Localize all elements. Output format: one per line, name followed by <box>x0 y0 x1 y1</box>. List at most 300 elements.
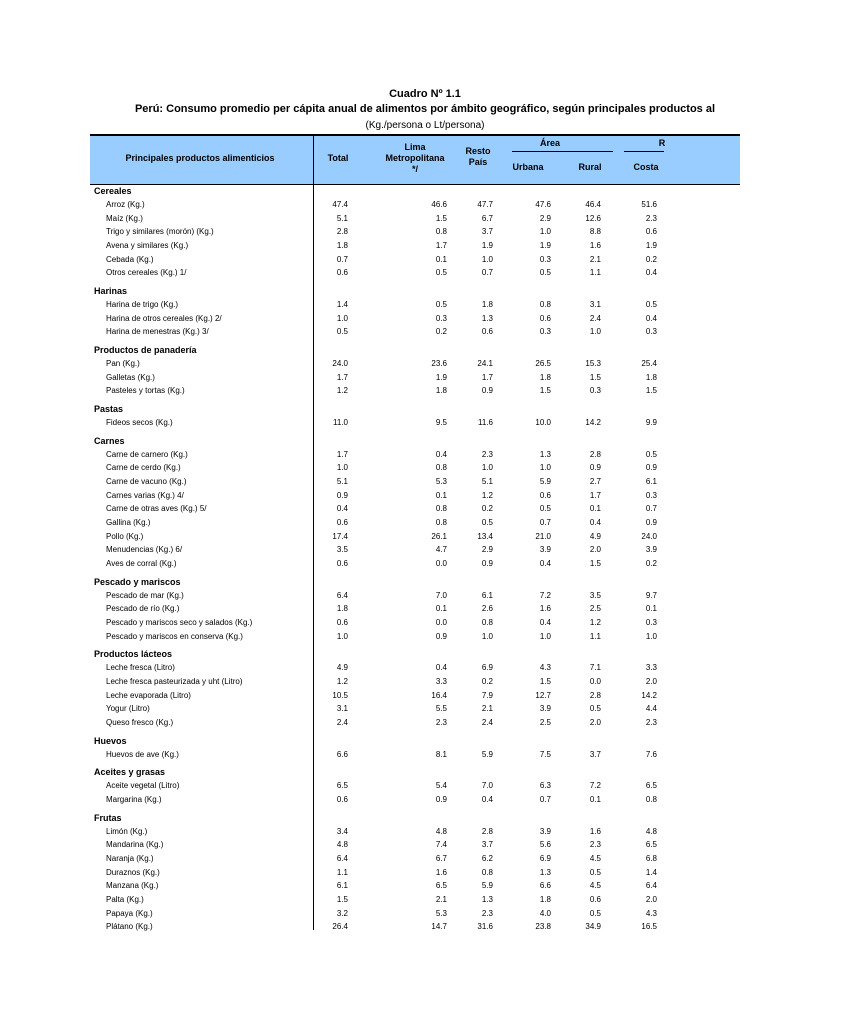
cell-urbana: 1.9 <box>539 241 551 250</box>
cell-lima: 1.6 <box>435 867 447 877</box>
row-label: Gallina (Kg.) <box>106 518 151 528</box>
cell-costa: 0.1 <box>645 604 657 614</box>
cell-lima: 1.5 <box>435 213 447 223</box>
cell-urbana: 0.5 <box>539 504 551 514</box>
cell-resto: 5.9 <box>481 881 493 891</box>
row-label: Aves de corral (Kg.) <box>106 559 177 569</box>
cell-resto: 2.8 <box>481 826 493 836</box>
cell-resto: 1.0 <box>481 254 493 264</box>
cell-lima: 46.6 <box>431 200 447 209</box>
cell-costa: 2.0 <box>645 677 657 687</box>
cell-rural: 1.0 <box>589 327 601 337</box>
header-urbana: Urbana <box>512 162 544 172</box>
cell-costa: 2.3 <box>645 213 657 223</box>
cell-lima: 5.4 <box>435 781 447 791</box>
cell-resto: 0.9 <box>481 386 493 396</box>
cell-rural: 0.4 <box>589 518 601 528</box>
row-label: Plátano (Kg.) <box>106 922 153 932</box>
cell-rural: 2.8 <box>589 690 601 700</box>
cell-costa: 0.9 <box>645 463 657 473</box>
cell-costa: 0.2 <box>645 559 657 569</box>
cell-total: 1.2 <box>336 677 348 687</box>
cell-costa: 9.9 <box>645 418 657 428</box>
row-label: Duraznos (Kg.) <box>106 867 160 877</box>
cell-urbana: 47.6 <box>535 200 551 209</box>
cell-costa: 0.8 <box>645 795 657 805</box>
cell-lima: 0.9 <box>435 631 447 641</box>
row-label: Yogur (Litro) <box>106 704 150 714</box>
cell-lima: 23.6 <box>431 359 447 369</box>
cell-urbana: 1.5 <box>539 386 551 396</box>
cell-resto: 1.8 <box>481 300 493 310</box>
cell-rural: 2.0 <box>589 718 601 728</box>
category-label: Productos lácteos <box>94 649 173 660</box>
cell-lima: 2.1 <box>435 895 447 905</box>
row-label: Aceite vegetal (Litro) <box>106 781 180 791</box>
cell-urbana: 0.3 <box>539 327 551 337</box>
cell-resto: 2.6 <box>481 604 493 614</box>
cell-costa: 1.5 <box>645 386 657 396</box>
cell-resto: 2.9 <box>481 545 493 555</box>
cell-resto: 1.0 <box>481 463 493 473</box>
cell-lima: 4.8 <box>435 826 447 836</box>
cell-total: 3.4 <box>336 826 348 836</box>
cell-urbana: 6.6 <box>539 881 551 891</box>
cell-total: 1.4 <box>336 300 348 310</box>
cell-costa: 4.8 <box>645 826 657 836</box>
header-region: R <box>658 138 666 148</box>
row-label: Palta (Kg.) <box>106 895 144 905</box>
cell-resto: 0.4 <box>481 795 493 805</box>
cell-rural: 8.8 <box>589 227 601 237</box>
cell-total: 17.4 <box>332 531 348 541</box>
cell-rural: 15.3 <box>585 359 601 369</box>
category-label: Aceites y grasas <box>94 767 166 778</box>
cell-urbana: 6.3 <box>539 781 551 791</box>
cell-rural: 3.7 <box>589 749 601 759</box>
cell-resto: 7.0 <box>481 781 493 791</box>
cell-urbana: 2.9 <box>539 213 551 223</box>
cell-urbana: 5.6 <box>539 840 551 850</box>
cell-costa: 1.0 <box>645 631 657 641</box>
area-underline <box>512 151 613 152</box>
table-subtitle: Perú: Consumo promedio per cápita anual de alimentos por ámbito geográfico, según principales productos al <box>134 103 716 115</box>
cell-rural: 34.9 <box>585 922 601 932</box>
cell-resto: 6.9 <box>481 663 493 673</box>
cell-costa: 0.4 <box>645 268 657 278</box>
cell-rural: 3.5 <box>589 590 601 600</box>
cell-resto: 1.2 <box>481 490 493 500</box>
table-unit: (Kg./persona o Lt/persona) <box>365 120 485 131</box>
row-label: Carnes varias (Kg.) 4/ <box>106 490 184 500</box>
cell-urbana: 0.7 <box>539 518 551 528</box>
cell-total: 10.5 <box>332 690 348 700</box>
cell-lima: 4.7 <box>435 545 447 555</box>
cell-urbana: 0.6 <box>539 490 551 500</box>
header-rural: Rural <box>578 162 602 172</box>
row-label: Avena y similares (Kg.) <box>106 241 189 250</box>
cell-total: 24.0 <box>332 359 348 369</box>
cell-lima: 7.4 <box>435 840 447 850</box>
cell-resto: 5.1 <box>481 477 493 487</box>
cell-urbana: 26.5 <box>535 359 551 369</box>
cell-total: 1.5 <box>336 895 348 905</box>
category-label: Frutas <box>94 812 122 823</box>
cell-rural: 3.1 <box>589 300 601 310</box>
cell-total: 1.7 <box>336 449 348 459</box>
cell-rural: 2.7 <box>589 477 601 487</box>
cell-lima: 5.3 <box>435 908 447 918</box>
cell-resto: 0.6 <box>481 327 493 337</box>
cell-resto: 31.6 <box>477 922 493 932</box>
row-label: Pan (Kg.) <box>106 359 140 369</box>
row-label: Carne de cerdo (Kg.) <box>106 463 181 473</box>
cell-urbana: 0.4 <box>539 618 551 628</box>
cell-lima: 26.1 <box>431 531 447 541</box>
cell-urbana: 1.0 <box>539 227 551 237</box>
cell-lima: 6.7 <box>435 854 447 864</box>
cell-total: 1.8 <box>336 241 348 250</box>
cell-urbana: 1.8 <box>539 372 551 382</box>
row-label: Manzana (Kg.) <box>106 881 159 891</box>
header-area: Área <box>539 138 560 148</box>
cell-resto: 1.3 <box>481 313 493 323</box>
cell-urbana: 0.3 <box>539 254 551 264</box>
cell-rural: 0.5 <box>589 704 601 714</box>
cell-costa: 0.6 <box>645 227 657 237</box>
cell-resto: 2.3 <box>481 908 493 918</box>
cell-total: 6.6 <box>336 749 348 759</box>
cell-rural: 7.1 <box>589 663 601 673</box>
row-label: Papaya (Kg.) <box>106 908 153 918</box>
cell-urbana: 10.0 <box>535 418 551 428</box>
cell-rural: 2.0 <box>589 545 601 555</box>
cell-costa: 6.5 <box>645 781 657 791</box>
category-label: Pescado y mariscos <box>94 576 181 587</box>
cell-costa: 3.9 <box>645 545 657 555</box>
cell-rural: 2.4 <box>589 313 601 323</box>
cell-lima: 0.4 <box>435 663 447 673</box>
cell-resto: 1.0 <box>481 631 493 641</box>
cell-rural: 7.2 <box>589 781 601 791</box>
cell-resto: 0.8 <box>481 867 493 877</box>
cell-total: 0.6 <box>336 268 348 278</box>
cell-costa: 1.4 <box>645 867 657 877</box>
cell-resto: 7.9 <box>481 690 493 700</box>
cell-resto: 6.2 <box>481 854 493 864</box>
cell-total: 0.5 <box>336 327 348 337</box>
cell-resto: 0.9 <box>481 559 493 569</box>
row-label: Pollo (Kg.) <box>106 531 144 541</box>
cell-costa: 0.5 <box>645 449 657 459</box>
cell-urbana: 1.3 <box>539 449 551 459</box>
cell-resto: 0.5 <box>481 518 493 528</box>
cell-costa: 16.5 <box>641 922 657 932</box>
row-label: Margarina (Kg.) <box>106 795 162 805</box>
cell-total: 6.5 <box>336 781 348 791</box>
cell-costa: 0.3 <box>645 490 657 500</box>
row-label: Pescado y mariscos seco y salados (Kg.) <box>106 618 253 628</box>
cell-urbana: 1.6 <box>539 604 551 614</box>
cell-lima: 0.0 <box>435 559 447 569</box>
cell-costa: 0.3 <box>645 327 657 337</box>
cell-costa: 1.8 <box>645 372 657 382</box>
cell-rural: 2.5 <box>589 604 601 614</box>
cell-costa: 6.1 <box>645 477 657 487</box>
cell-resto: 0.2 <box>481 504 493 514</box>
cell-lima: 0.5 <box>435 300 447 310</box>
row-label: Limón (Kg.) <box>106 826 148 836</box>
cell-rural: 14.2 <box>585 418 601 428</box>
cell-total: 0.9 <box>336 490 348 500</box>
cell-lima: 5.5 <box>435 704 447 714</box>
region-underline <box>624 151 664 152</box>
cell-costa: 14.2 <box>641 690 657 700</box>
cell-rural: 1.1 <box>589 631 601 641</box>
category-label: Productos de panadería <box>94 345 197 356</box>
cell-total: 4.9 <box>336 663 348 673</box>
cell-total: 26.4 <box>332 922 348 932</box>
row-label: Leche fresca (Litro) <box>106 663 175 673</box>
cell-urbana: 2.5 <box>539 718 551 728</box>
row-label: Leche evaporada (Litro) <box>106 690 191 700</box>
cell-lima: 1.7 <box>435 241 447 250</box>
cell-urbana: 3.9 <box>539 826 551 836</box>
cell-lima: 16.4 <box>431 690 447 700</box>
cell-lima: 0.9 <box>435 795 447 805</box>
cell-rural: 0.5 <box>589 867 601 877</box>
cell-costa: 24.0 <box>641 531 657 541</box>
cell-total: 1.7 <box>336 372 348 382</box>
row-label: Naranja (Kg.) <box>106 854 154 864</box>
cell-resto: 1.7 <box>481 372 493 382</box>
row-label: Carne de vacuno (Kg.) <box>106 477 187 487</box>
cell-total: 5.1 <box>336 477 348 487</box>
cell-costa: 0.3 <box>645 618 657 628</box>
cell-urbana: 1.0 <box>539 631 551 641</box>
cell-resto: 3.7 <box>481 227 493 237</box>
cell-urbana: 12.7 <box>535 690 551 700</box>
cell-lima: 0.8 <box>435 463 447 473</box>
cell-rural: 1.2 <box>589 618 601 628</box>
row-label: Maíz (Kg.) <box>106 213 143 223</box>
cell-total: 6.1 <box>336 881 348 891</box>
row-label: Fideos secos (Kg.) <box>106 418 173 428</box>
header-resto: Resto País <box>465 146 491 167</box>
header-product: Principales productos alimenticios <box>125 153 275 163</box>
cell-total: 0.6 <box>336 618 348 628</box>
cell-lima: 0.8 <box>435 504 447 514</box>
cell-rural: 1.7 <box>589 490 601 500</box>
row-label: Galletas (Kg.) <box>106 372 155 382</box>
cell-costa: 25.4 <box>641 359 657 369</box>
cell-resto: 5.9 <box>481 749 493 759</box>
cell-resto: 6.1 <box>481 590 493 600</box>
cell-resto: 0.2 <box>481 677 493 687</box>
cell-urbana: 23.8 <box>535 922 551 932</box>
cell-rural: 2.3 <box>589 840 601 850</box>
cell-total: 2.4 <box>336 718 348 728</box>
cell-costa: 9.7 <box>645 590 657 600</box>
cell-urbana: 5.9 <box>539 477 551 487</box>
row-label: Pescado y mariscos en conserva (Kg.) <box>106 631 243 641</box>
cell-lima: 1.9 <box>435 372 447 382</box>
cell-costa: 3.3 <box>645 663 657 673</box>
cell-total: 47.4 <box>332 200 348 209</box>
row-label: Pasteles y tortas (Kg.) <box>106 386 185 396</box>
category-label: Pastas <box>94 404 124 415</box>
table-title: Cuadro Nº 1.1 <box>389 88 461 100</box>
cell-total: 1.0 <box>336 631 348 641</box>
cell-rural: 0.1 <box>589 795 601 805</box>
cell-rural: 1.1 <box>589 268 601 278</box>
cell-total: 0.7 <box>336 254 348 264</box>
cell-urbana: 1.3 <box>539 867 551 877</box>
cell-costa: 51.6 <box>641 200 657 209</box>
cell-rural: 0.1 <box>589 504 601 514</box>
cell-urbana: 4.3 <box>539 663 551 673</box>
cell-lima: 0.8 <box>435 227 447 237</box>
header-costa: Costa <box>633 162 659 172</box>
cell-lima: 2.3 <box>435 718 447 728</box>
cell-resto: 24.1 <box>477 359 493 369</box>
cell-lima: 0.5 <box>435 268 447 278</box>
row-label: Arroz (Kg.) <box>106 200 145 209</box>
cell-urbana: 21.0 <box>535 531 551 541</box>
cell-rural: 1.5 <box>589 559 601 569</box>
cell-rural: 4.5 <box>589 854 601 864</box>
cell-resto: 1.9 <box>481 241 493 250</box>
cell-costa: 0.5 <box>645 300 657 310</box>
cell-rural: 46.4 <box>585 200 601 209</box>
category-label: Cereales <box>94 186 132 196</box>
cell-rural: 0.3 <box>589 386 601 396</box>
header-lima: Lima Metropolitana */ <box>385 142 445 174</box>
cell-costa: 6.8 <box>645 854 657 864</box>
cell-urbana: 1.8 <box>539 895 551 905</box>
cell-total: 2.8 <box>336 227 348 237</box>
cell-total: 6.4 <box>336 854 348 864</box>
cell-rural: 0.5 <box>589 908 601 918</box>
cell-costa: 7.6 <box>645 749 657 759</box>
row-label: Harina de otros cereales (Kg.) 2/ <box>106 313 222 323</box>
cell-lima: 5.3 <box>435 477 447 487</box>
cell-lima: 0.2 <box>435 327 447 337</box>
cell-resto: 2.3 <box>481 449 493 459</box>
cell-rural: 2.1 <box>589 254 601 264</box>
cell-total: 4.8 <box>336 840 348 850</box>
cell-resto: 0.8 <box>481 618 493 628</box>
cell-urbana: 0.7 <box>539 795 551 805</box>
row-label: Otros cereales (Kg.) 1/ <box>106 268 187 278</box>
cell-urbana: 6.9 <box>539 854 551 864</box>
cell-rural: 0.6 <box>589 895 601 905</box>
row-label: Mandarina (Kg.) <box>106 840 164 850</box>
cell-rural: 0.0 <box>589 677 601 687</box>
cell-resto: 2.1 <box>481 704 493 714</box>
cell-total: 1.1 <box>336 867 348 877</box>
cell-total: 0.4 <box>336 504 348 514</box>
cell-lima: 0.8 <box>435 518 447 528</box>
row-label: Leche fresca pasteurizada y uht (Litro) <box>106 677 243 687</box>
category-label: Carnes <box>94 435 125 446</box>
cell-urbana: 0.5 <box>539 268 551 278</box>
row-label: Carne de otras aves (Kg.) 5/ <box>106 504 207 514</box>
cell-lima: 14.7 <box>431 922 447 932</box>
cell-costa: 0.4 <box>645 313 657 323</box>
cell-urbana: 7.2 <box>539 590 551 600</box>
cell-resto: 11.6 <box>478 418 493 428</box>
cell-rural: 0.9 <box>589 463 601 473</box>
cell-urbana: 0.6 <box>539 313 551 323</box>
cell-rural: 4.5 <box>589 881 601 891</box>
cell-rural: 2.8 <box>589 449 601 459</box>
cell-total: 1.0 <box>336 463 348 473</box>
cell-rural: 1.6 <box>589 826 601 836</box>
cell-lima: 9.5 <box>435 418 447 428</box>
cell-urbana: 7.5 <box>539 749 551 759</box>
cell-urbana: 4.0 <box>539 908 551 918</box>
cell-lima: 3.3 <box>435 677 447 687</box>
cell-lima: 8.1 <box>435 749 447 759</box>
row-label: Pescado de río (Kg.) <box>106 604 180 614</box>
cell-resto: 6.7 <box>481 213 493 223</box>
row-label: Huevos de ave (Kg.) <box>106 749 179 759</box>
cell-total: 0.6 <box>336 518 348 528</box>
cell-resto: 47.7 <box>477 200 493 209</box>
cell-rural: 12.6 <box>585 213 601 223</box>
cell-lima: 0.3 <box>435 313 447 323</box>
cell-lima: 0.1 <box>435 490 447 500</box>
cell-total: 1.0 <box>336 313 348 323</box>
category-label: Huevos <box>94 735 127 746</box>
cell-total: 11.0 <box>333 418 348 428</box>
row-label: Trigo y similares (morón) (Kg.) <box>106 227 214 237</box>
cell-costa: 6.5 <box>645 840 657 850</box>
cell-urbana: 1.0 <box>539 463 551 473</box>
cell-lima: 7.0 <box>435 590 447 600</box>
row-label: Carne de carnero (Kg.) <box>106 449 188 459</box>
cell-lima: 6.5 <box>435 881 447 891</box>
cell-rural: 1.6 <box>589 241 601 250</box>
cell-total: 3.5 <box>336 545 348 555</box>
cell-urbana: 3.9 <box>539 704 551 714</box>
cell-resto: 13.4 <box>477 531 493 541</box>
cell-total: 5.1 <box>336 213 348 223</box>
cell-urbana: 3.9 <box>539 545 551 555</box>
cell-total: 0.6 <box>336 795 348 805</box>
cell-total: 1.2 <box>336 386 348 396</box>
cell-total: 1.8 <box>336 604 348 614</box>
cell-lima: 0.4 <box>435 449 447 459</box>
category-label: Harinas <box>94 286 128 297</box>
cell-resto: 0.7 <box>481 268 493 278</box>
row-label: Harina de menestras (Kg.) 3/ <box>106 327 209 337</box>
cell-resto: 1.3 <box>481 895 493 905</box>
cell-urbana: 0.8 <box>539 300 551 310</box>
cell-urbana: 0.4 <box>539 559 551 569</box>
cell-total: 3.2 <box>336 908 348 918</box>
cell-resto: 2.4 <box>481 718 493 728</box>
cell-lima: 0.1 <box>435 604 447 614</box>
cell-costa: 2.0 <box>645 895 657 905</box>
cell-costa: 2.3 <box>645 718 657 728</box>
cell-resto: 3.7 <box>481 840 493 850</box>
cell-costa: 0.2 <box>645 254 657 264</box>
cell-rural: 4.9 <box>589 531 601 541</box>
cell-costa: 0.7 <box>645 504 657 514</box>
cell-costa: 4.4 <box>645 704 657 714</box>
